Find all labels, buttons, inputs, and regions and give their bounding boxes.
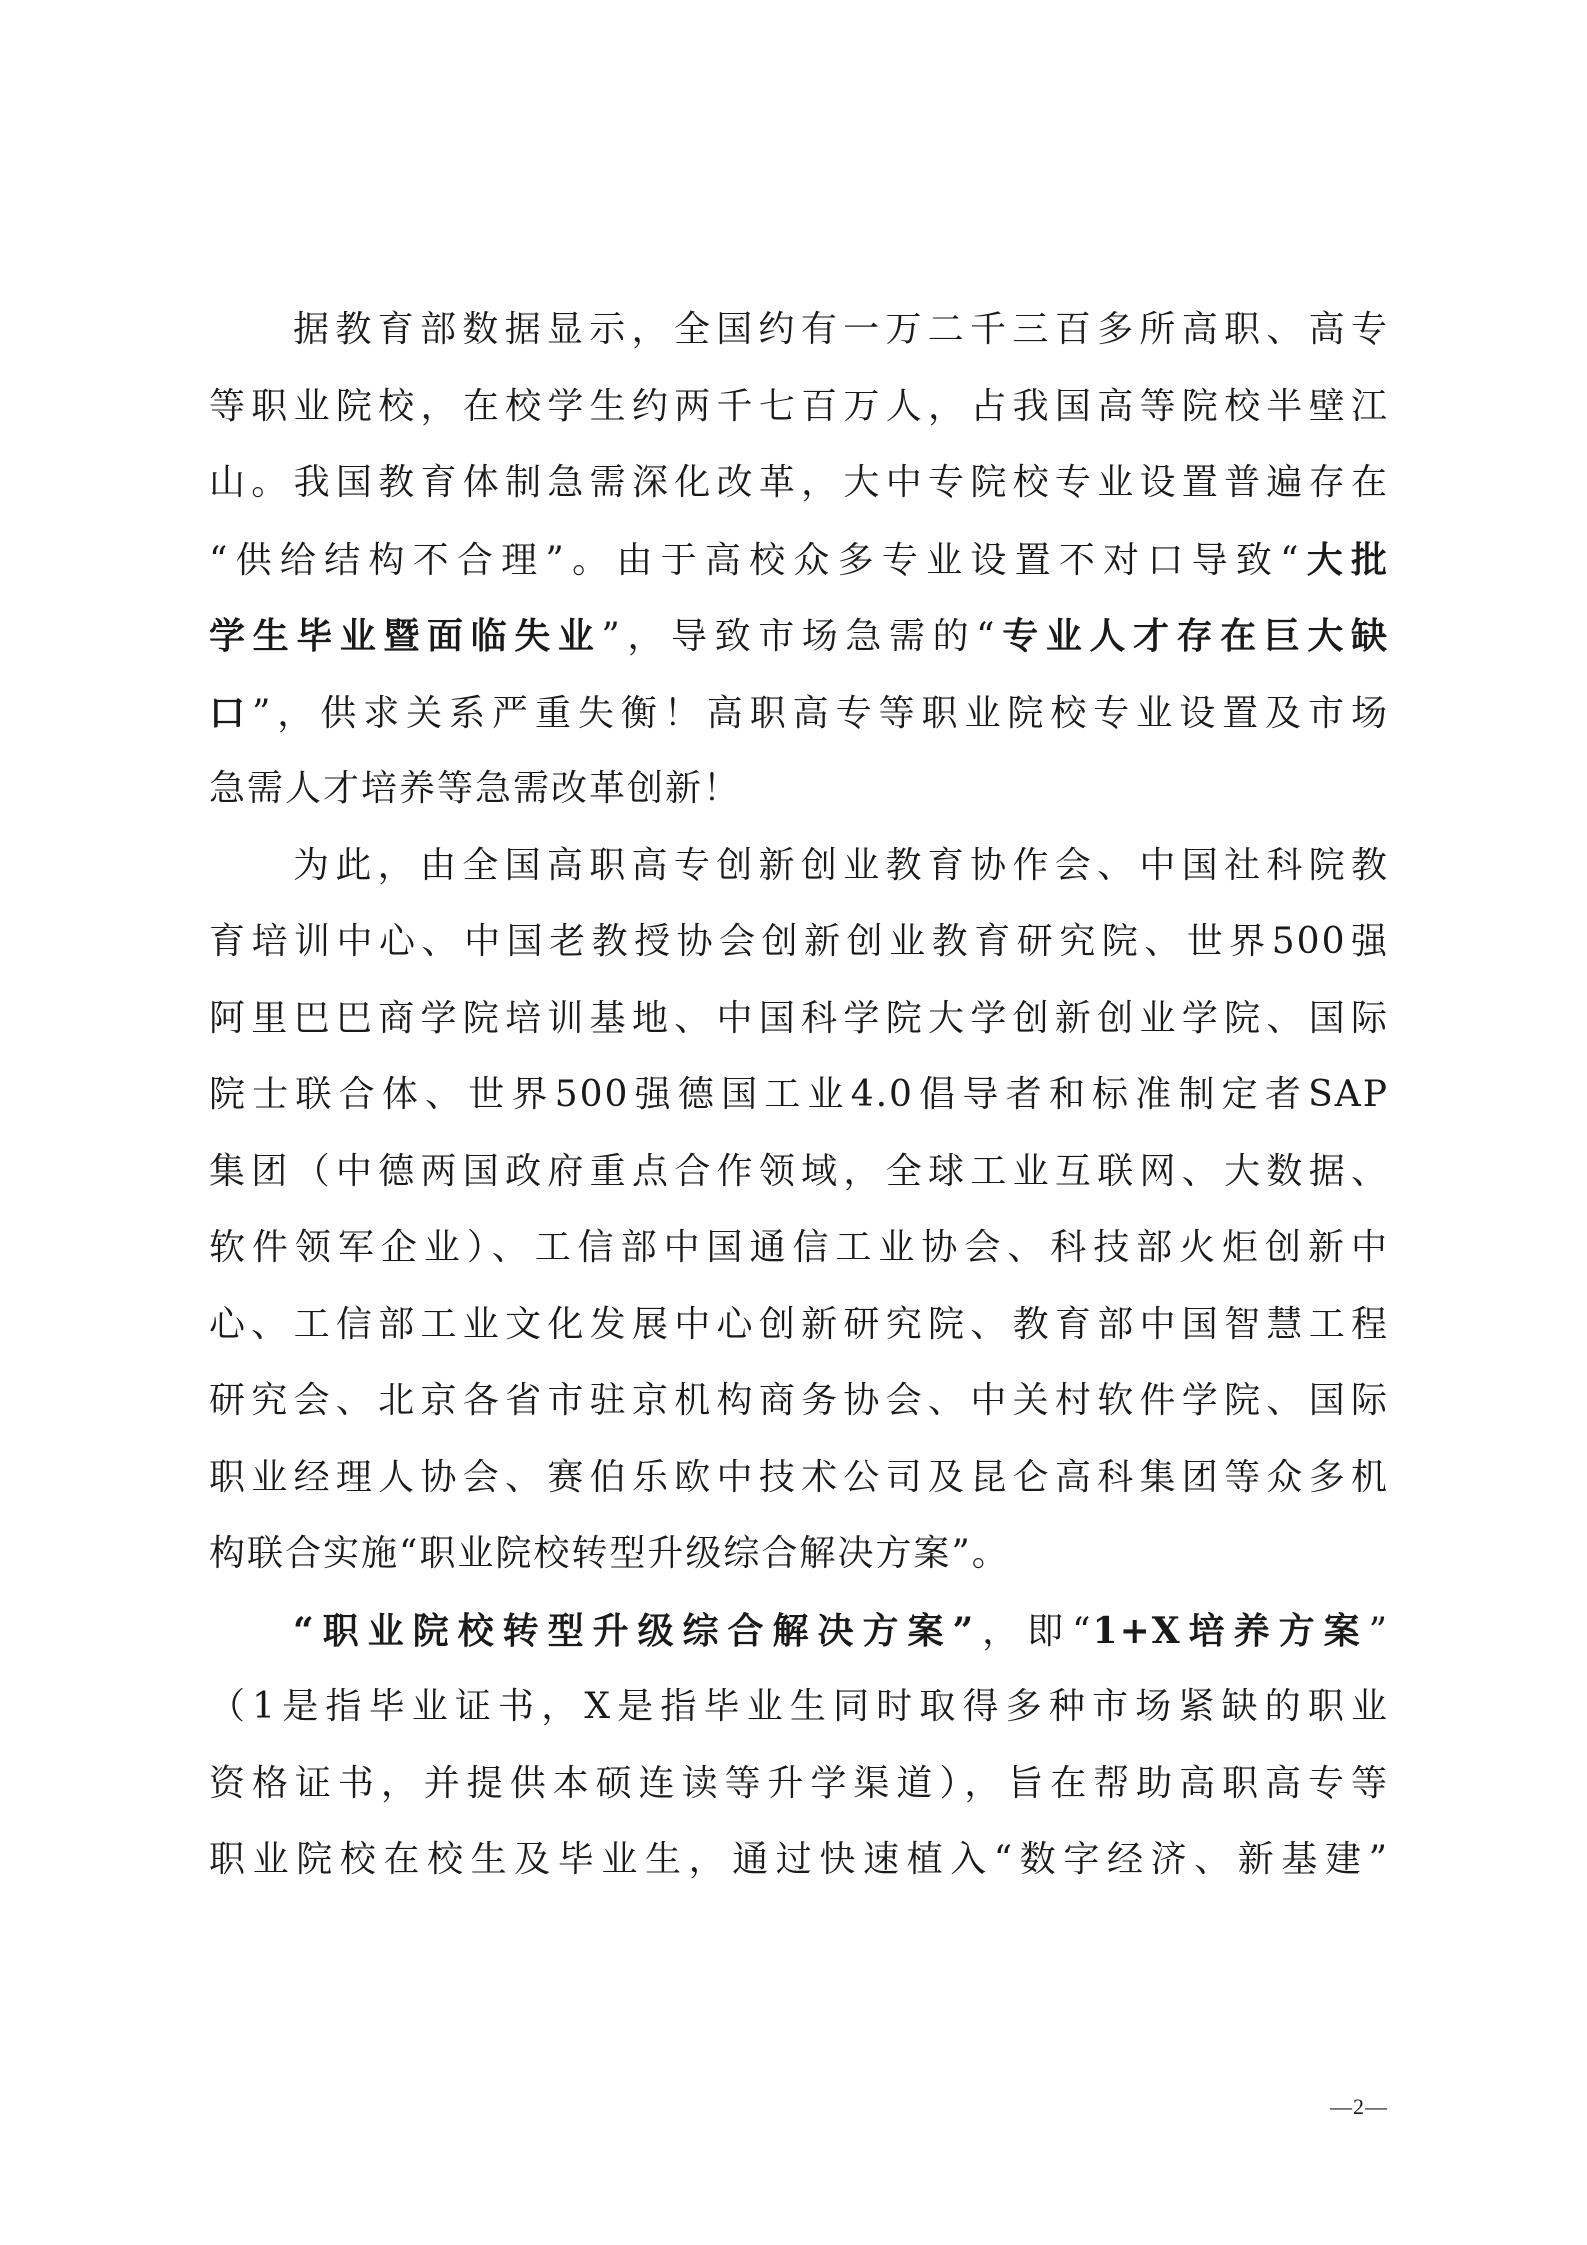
text-run: 心、工信部工业文化发展中心创新研究院、教育部中国智慧工程 [209, 1303, 1389, 1345]
text-line [209, 751, 1389, 828]
text-run: 阿里巴巴商学院培训基地、中国科学院大学创新创业学院、国际 [209, 997, 1389, 1039]
text-line [209, 904, 1389, 981]
text-line [209, 1746, 1389, 1823]
text-run: 职业院校在校生及毕业生，通过快速植入“数字经济、新基建” [209, 1839, 1389, 1880]
text-line [209, 1134, 1389, 1211]
text-run: 软件领军企业）、工信部中国通信工业协会、科技部火炬创新中 [209, 1227, 1389, 1268]
text-line [209, 598, 1389, 675]
text-line [209, 1210, 1389, 1287]
text-line [209, 1287, 1389, 1364]
text-run: ”，供求关系严重失衡！高职高专等职业院校专业设置及市场 [251, 692, 1389, 734]
paragraph [209, 1593, 1389, 1899]
bold-text-run: 1+X培养方案 [1092, 1609, 1369, 1652]
text-line [209, 828, 1389, 905]
text-line [209, 1669, 1389, 1746]
text-run: ，即“ [975, 1610, 1093, 1652]
text-run: 育培训中心、中国老教授协会创新创业教育研究院、世界500强 [209, 921, 1389, 962]
bold-text-run: 大批 [1300, 538, 1389, 581]
text-run: 资格证书，并提供本硕连读等升学渠道），旨在帮助高职高专等 [209, 1762, 1389, 1804]
text-line [209, 1593, 1389, 1670]
page-number: —2— [1330, 2094, 1388, 2119]
text-run: 集团（中德两国政府重点合作领域，全球工业互联网、大数据、 [209, 1150, 1389, 1192]
text-run: 院士联合体、世界500强德国工业4.0倡导者和标准制定者SAP [209, 1074, 1389, 1115]
bold-text-run: “职业院校转型升级综合解决方案” [293, 1609, 976, 1652]
text-run: 据教育部数据显示，全国约有一万二千三百多所高职、高专 [293, 309, 1389, 350]
text-run: “供给结构不合理”。由于高校众多专业设置不对口导致“ [209, 539, 1301, 581]
text-run: 研究会、北京各省市驻京机构商务协会、中关村软件学院、国际 [209, 1380, 1389, 1421]
bold-text-run: 专业人才存在巨大缺 [996, 615, 1389, 657]
text-run: 为此，由全国高职高专创新创业教育协作会、中国社科院教 [293, 844, 1389, 886]
text-run: 山。我国教育体制急需深化改革，大中专院校专业设置普遍存在 [209, 462, 1389, 503]
text-line [209, 1057, 1389, 1134]
text-run: 等职业院校，在校学生约两千七百万人，占我国高等院校半壁江 [209, 385, 1389, 427]
text-run: ” [1368, 1610, 1389, 1652]
text-line [209, 369, 1389, 446]
text-line [209, 675, 1389, 752]
text-line [209, 445, 1389, 522]
text-line [209, 1822, 1389, 1899]
text-run: 构联合实施“职业院校转型升级综合解决方案”。 [209, 1533, 1010, 1574]
bold-text-run: 口 [209, 691, 252, 734]
paragraph [209, 828, 1389, 1593]
body-text [209, 292, 1389, 1899]
text-run: 急需人才培养等急需改革创新！ [209, 768, 742, 809]
text-line [209, 981, 1389, 1058]
text-run: 职业经理人协会、赛伯乐欧中技术公司及昆仑高科集团等众多机 [209, 1456, 1389, 1498]
text-run: （1是指毕业证书，X是指毕业生同时取得多种市场紧缺的职业 [209, 1686, 1389, 1727]
text-line [209, 1516, 1389, 1593]
bold-text-run: 学生毕业暨面临失业 [209, 615, 602, 657]
text-line [209, 1363, 1389, 1440]
text-line [209, 522, 1389, 599]
text-line [209, 292, 1389, 369]
paragraph [209, 292, 1389, 828]
text-run: ”，导致市场急需的“ [601, 616, 997, 657]
text-line [209, 1440, 1389, 1517]
